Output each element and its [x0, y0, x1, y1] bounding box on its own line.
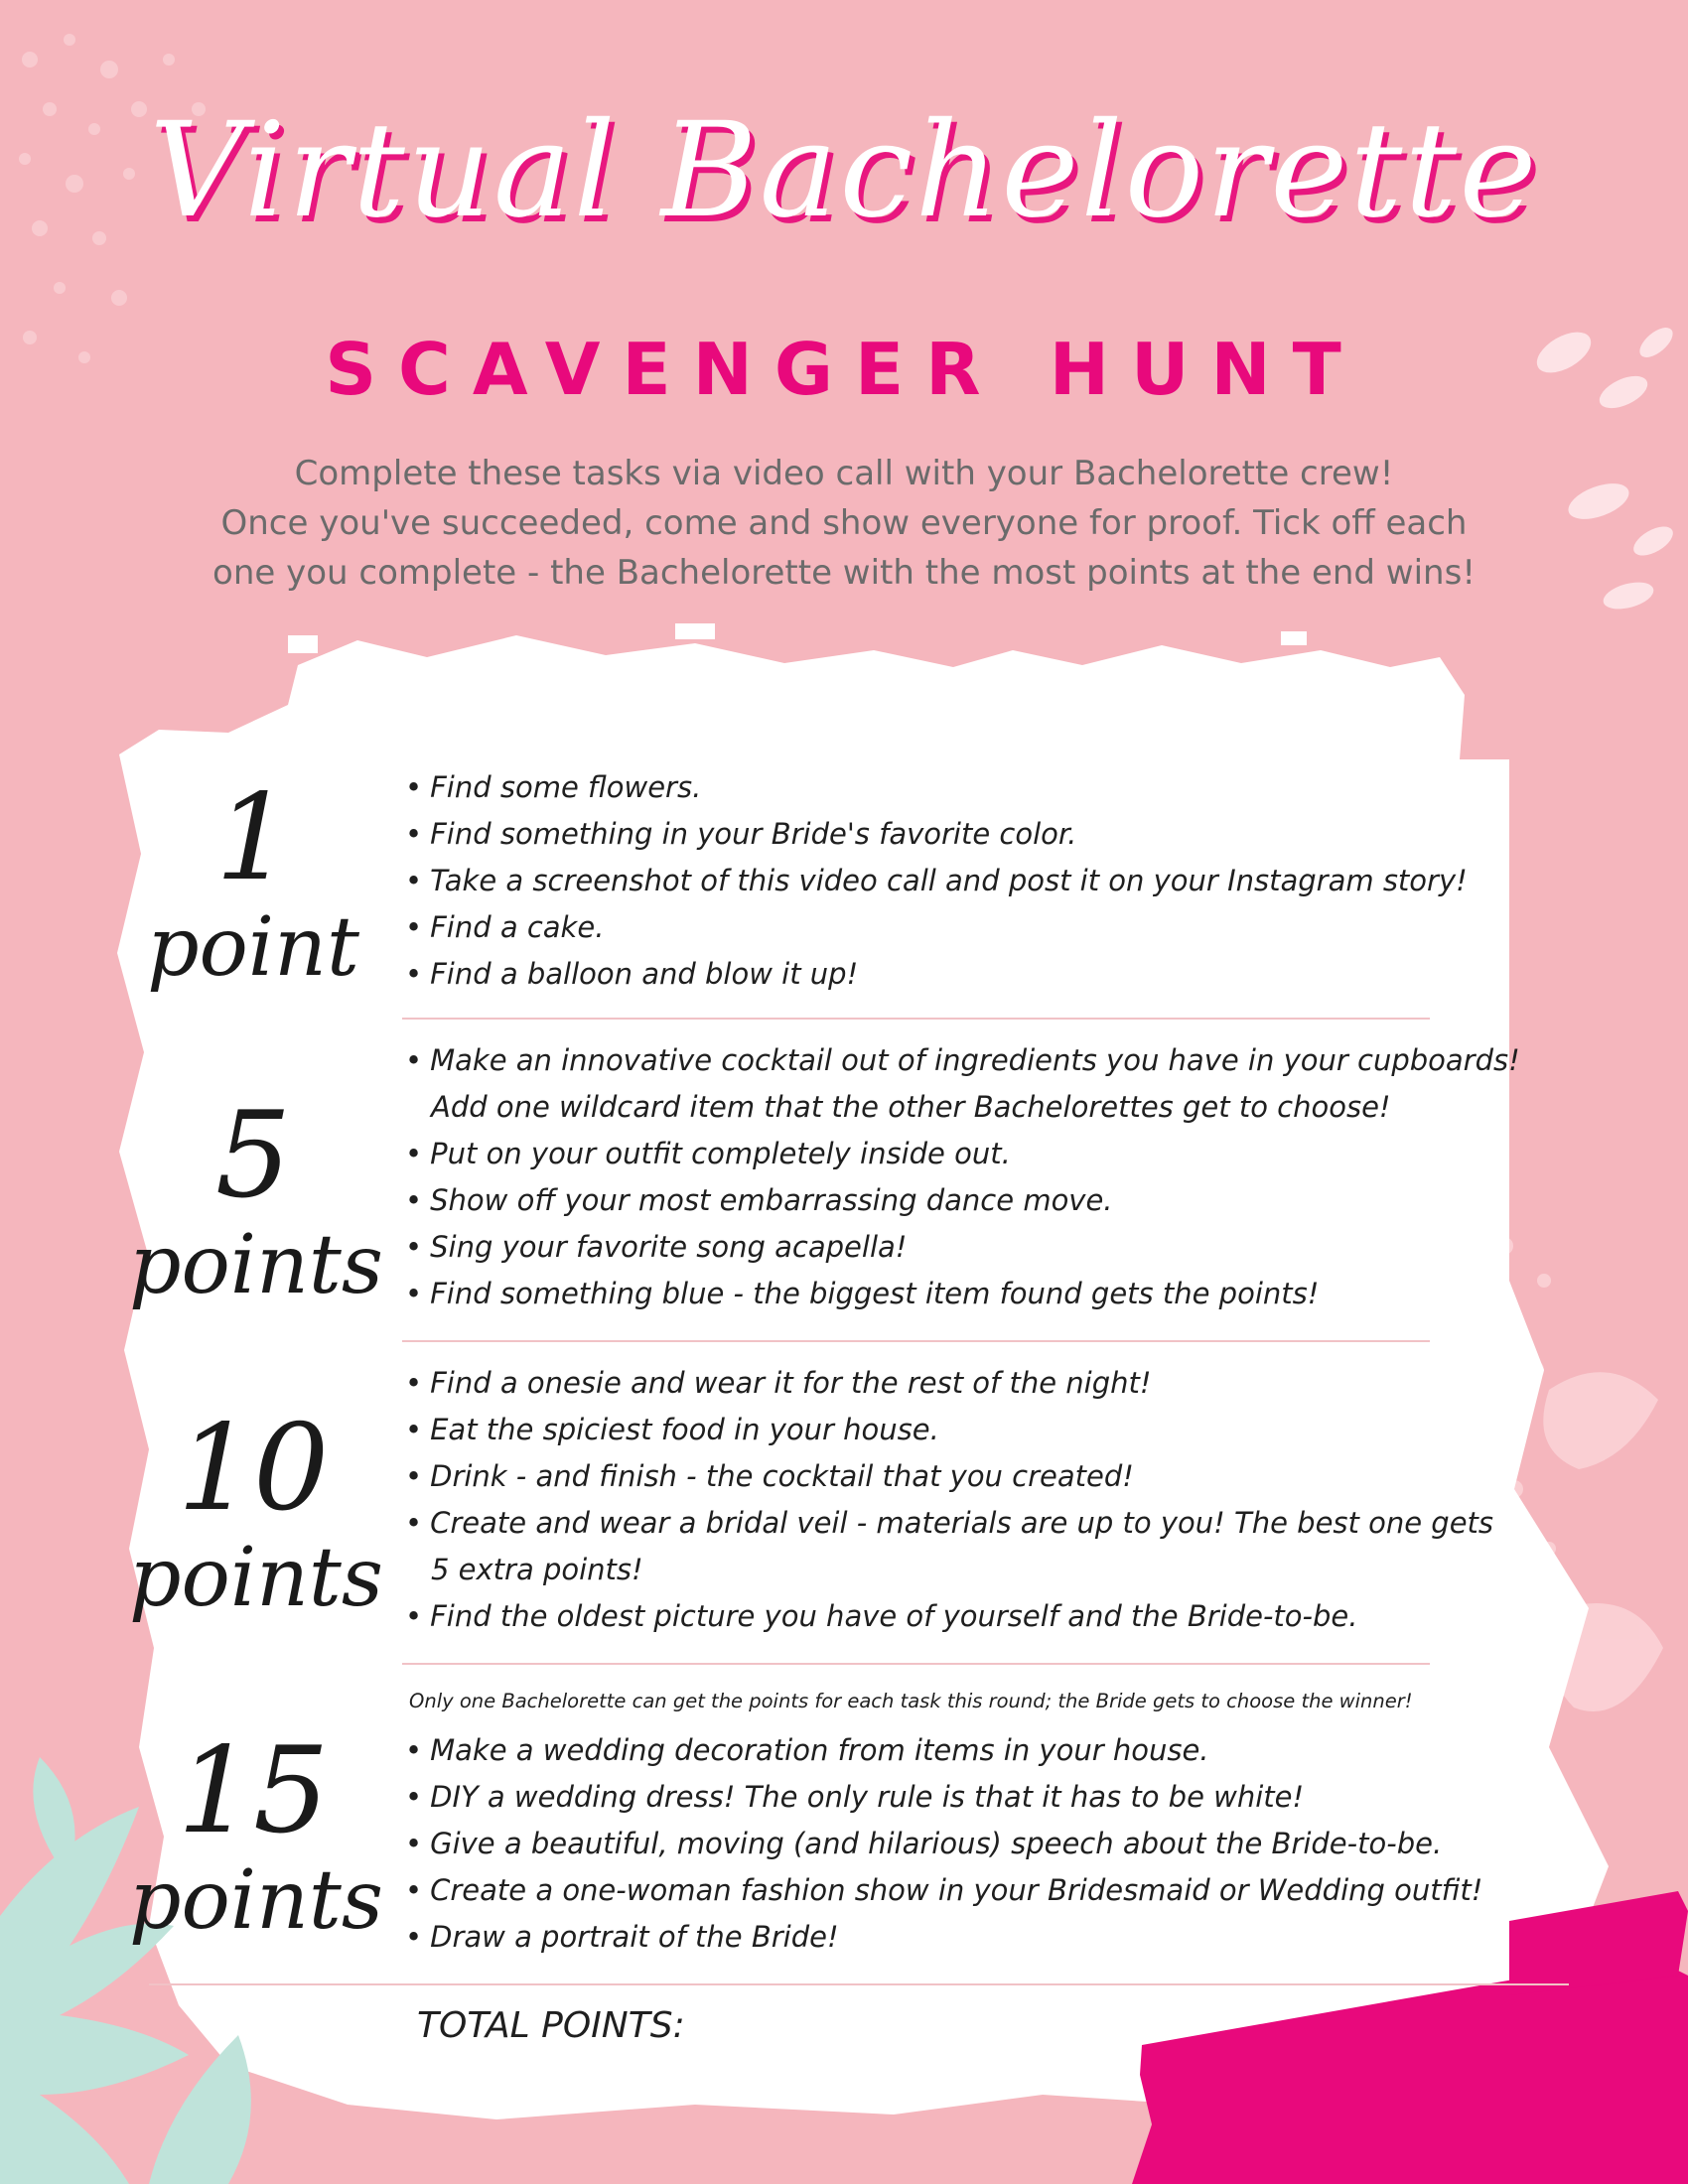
task-item[interactable]: • Create a one-woman fashion show in your Bridesmaid or Wedding outfit! — [405, 1867, 1482, 1914]
task-item-continuation: Add one wildcard item that the other Bachelorettes get to choose! — [431, 1090, 1391, 1124]
task-list — [405, 764, 1468, 998]
task-list — [405, 1727, 1482, 1961]
intro-line: one you complete - the Bachelorette with the most points at the end wins! — [212, 553, 1476, 593]
task-item[interactable]: • Find a balloon and blow it up! — [405, 951, 1468, 998]
intro-line: Complete these tasks via video call with your Bachelorette crew! — [294, 454, 1394, 493]
points-word: point — [147, 900, 359, 995]
points-label — [129, 769, 377, 995]
points-word: points — [129, 1218, 383, 1312]
task-item[interactable]: • Sing your favorite song acapella! — [405, 1224, 1520, 1271]
points-label — [129, 1087, 383, 1312]
points-word: points — [129, 1853, 383, 1948]
task-item[interactable]: • Create and wear a bridal veil - materials are up to you! The best one gets — [405, 1500, 1493, 1547]
task-item[interactable]: • Find some flowers. — [405, 764, 1468, 811]
points-word: points — [129, 1531, 383, 1625]
task-item[interactable]: • Eat the spiciest food in your house. — [405, 1407, 1493, 1453]
task-item[interactable]: • Put on your outfit completely inside out. — [405, 1131, 1520, 1177]
task-list — [405, 1360, 1493, 1640]
task-item[interactable]: • Find something in your Bride's favorite color. — [405, 811, 1468, 858]
points-label — [129, 1722, 383, 1948]
task-item[interactable]: • Drink - and finish - the cocktail that you created! — [405, 1453, 1493, 1500]
section-divider — [402, 1663, 1430, 1665]
points-label — [129, 1400, 383, 1625]
intro-text — [149, 449, 1539, 598]
total-points-label: TOTAL POINTS: — [417, 2005, 685, 2046]
task-list — [405, 1037, 1520, 1317]
task-item[interactable]: • Find the oldest picture you have of yourself and the Bride-to-be. — [405, 1593, 1493, 1640]
section-divider — [402, 1340, 1430, 1342]
task-item[interactable]: • Take a screenshot of this video call and post it on your Instagram story! — [405, 858, 1468, 904]
task-item[interactable]: • Find a cake. — [405, 904, 1468, 951]
task-item[interactable]: • Make a wedding decoration from items in your house. — [405, 1727, 1482, 1774]
task-item[interactable]: • DIY a wedding dress! The only rule is that it has to be white! — [405, 1774, 1482, 1821]
points-number: 10 — [177, 1400, 330, 1538]
points-number: 5 — [214, 1087, 292, 1225]
round-rule-note: Only one Bachelorette can get the points for each task this round; the Bride gets to choose the winner! — [409, 1690, 1413, 1712]
points-number: 1 — [214, 769, 292, 907]
section-divider — [149, 1983, 1569, 1985]
points-number: 15 — [177, 1722, 330, 1860]
section-divider — [402, 1018, 1430, 1020]
task-item[interactable]: • Find something blue - the biggest item found gets the points! — [405, 1271, 1520, 1317]
task-item-continuation: 5 extra points! — [431, 1553, 643, 1586]
task-item[interactable]: • Make an innovative cocktail out of ingredients you have in your cupboards! — [405, 1037, 1520, 1084]
page-title: Virtual Bachelorette — [149, 94, 1539, 247]
task-item[interactable]: • Show off your most embarrassing dance move. — [405, 1177, 1520, 1224]
page-subtitle: SCAVENGER HUNT — [325, 328, 1363, 411]
task-item[interactable]: • Find a onesie and wear it for the rest of the night! — [405, 1360, 1493, 1407]
task-item[interactable]: • Give a beautiful, moving (and hilarious) speech about the Bride-to-be. — [405, 1821, 1482, 1867]
task-item[interactable]: • Draw a portrait of the Bride! — [405, 1914, 1482, 1961]
intro-line: Once you've succeeded, come and show everyone for proof. Tick off each — [220, 503, 1468, 543]
